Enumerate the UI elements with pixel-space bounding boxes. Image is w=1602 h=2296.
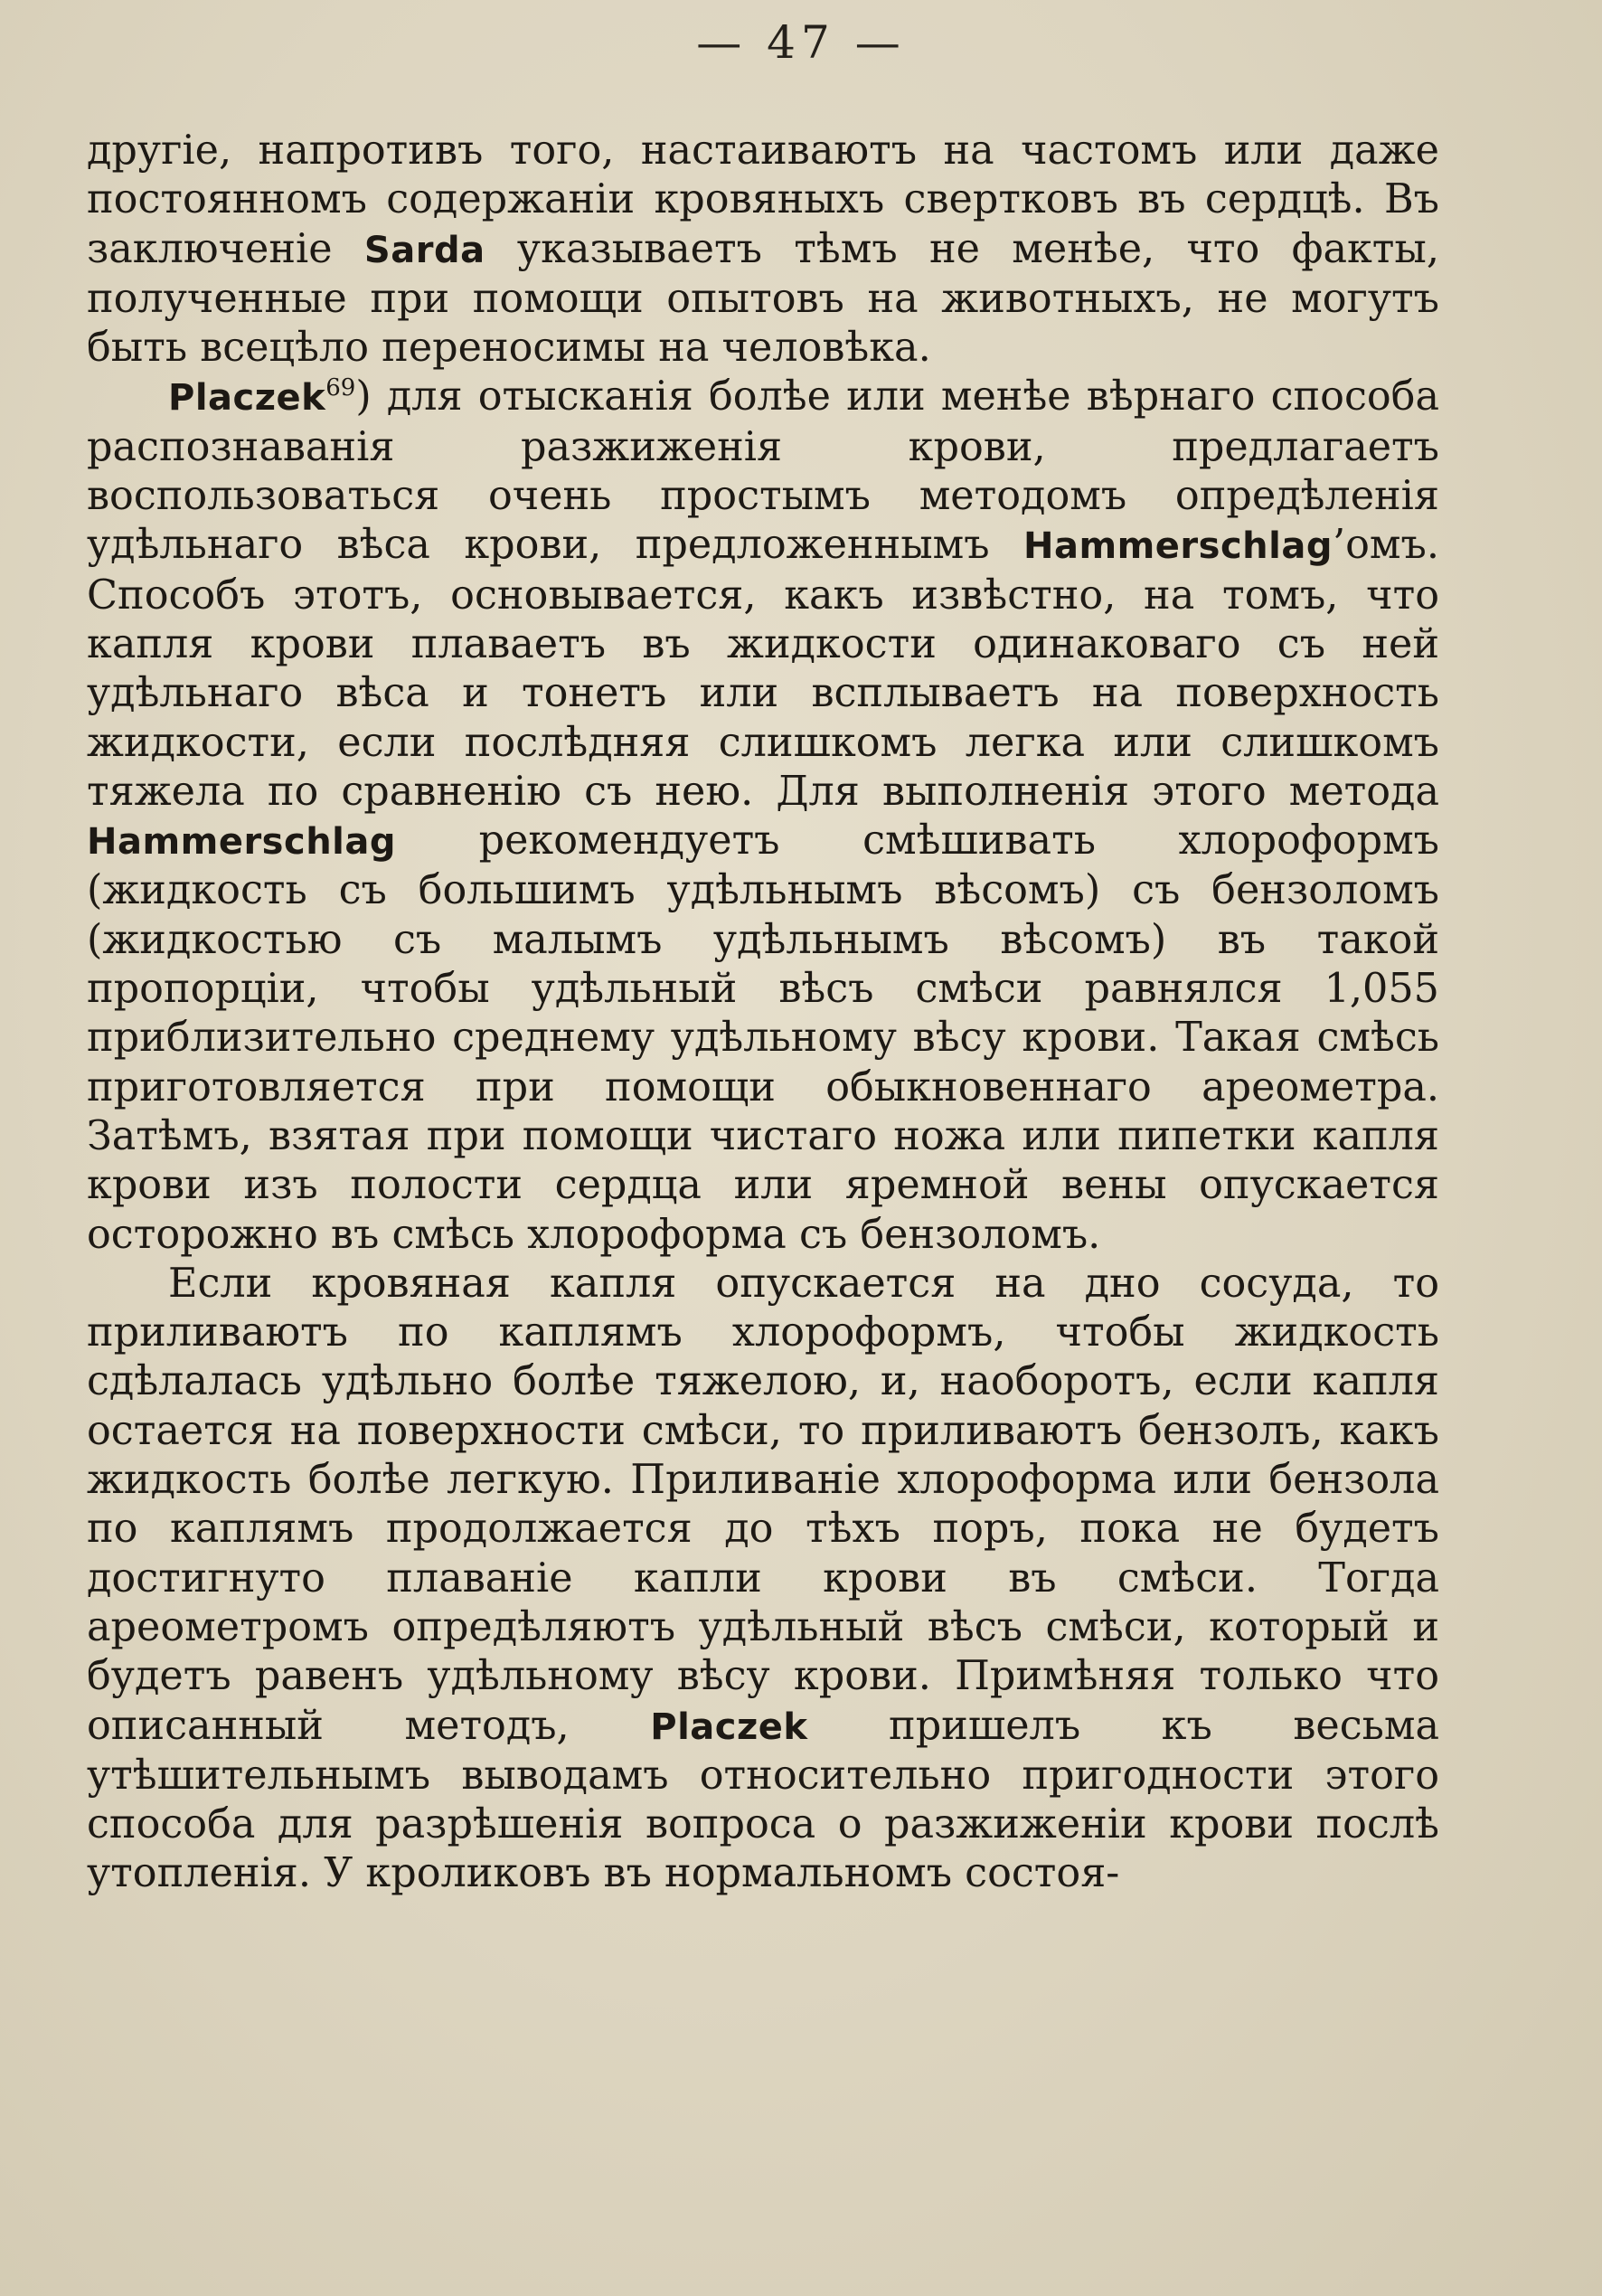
author-hammerschlag-2: Hammerschlag — [87, 821, 397, 864]
paragraph-2 — [87, 373, 1439, 1259]
paragraph-2-text-a: ) для отысканія болѣе или менѣе вѣрнаго способа распознаванія разжиженія крови, предлагаетъ воспользоваться очень простымъ методомъ опредѣленія удѣльнаго вѣса крови, предложеннымъ — [87, 373, 1439, 569]
author-placzek: Placzek — [168, 377, 326, 420]
paragraph-1-text-b: указываетъ тѣмъ не менѣе, что факты, полученные при помощи опытовъ на животныхъ, не могутъ быть всецѣло переносимы на человѣка. — [87, 225, 1439, 372]
paragraph-3-text-a: Если кровяная капля опускается на дно сосуда, то приливаютъ по каплямъ хлороформъ, чтобы жидкость сдѣлалась удѣльно болѣе тяжелою, и, наоборотъ, если капля остается на поверхности смѣси, то приливаютъ бензолъ, какъ жидкость болѣе легкую. Приливаніе хлороформа или бензола по каплямъ продолжается до тѣхъ поръ, пока не будетъ достигнуто плаваніе капли крови въ смѣси. Тогда ареометромъ опредѣляютъ удѣльный вѣсъ смѣси, который и будетъ равенъ удѣльному вѣсу крови. Примѣняя только что описанный методъ, — [87, 1260, 1439, 1749]
footnote-ref: 69 — [325, 374, 356, 402]
paragraph-2-text-c: рекомендуетъ смѣшивать хлороформъ (жидкость съ большимъ удѣльнымъ вѣсомъ) съ бензоломъ (жидкостью съ малымъ удѣльнымъ вѣсомъ) въ такой пропорціи, чтобы удѣльный вѣсъ смѣси равнялся 1,055 приблизительно среднему удѣльному вѣсу крови. Такая смѣсь приготовляется при помощи обыкновеннаго ареометра. Затѣмъ, взятая при помощи чистаго ножа или пипетки капля крови изъ полости сердца или яремной вены опускается осторожно въ смѣсь хлороформа съ бензоломъ. — [87, 817, 1439, 1258]
paragraph-3 — [87, 1260, 1439, 1899]
paragraph-2-text-b: ’омъ. Способъ этотъ, основывается, какъ извѣстно, на томъ, что капля крови плаваетъ въ жидкости одинаковаго съ ней удѣльнаго вѣса и тонетъ или всплываетъ на поверхность жидкости, если послѣдняя слишкомъ легка или слишкомъ тяжела по сравненію съ нею. Для выполненія этого метода — [87, 522, 1439, 815]
paragraph-1 — [87, 127, 1439, 373]
body-text — [87, 127, 1439, 1899]
paragraph-1-text-a: другіе, напротивъ того, настаиваютъ на частомъ или даже постоянномъ содержаніи кровяныхъ свертковъ въ сердцѣ. Въ заключеніе — [87, 128, 1439, 272]
page-number: — 47 — — [696, 16, 906, 69]
author-placzek-2: Placzek — [650, 1705, 808, 1748]
author-sarda: Sarda — [363, 229, 485, 271]
paragraph-3-text-b: пришелъ къ весьма утѣшительнымъ выводамъ относительно пригодности этого способа для разрѣшенія вопроса о разжиженіи крови послѣ утопленія. У кроликовъ въ нормальномъ состоя- — [87, 1702, 1439, 1897]
author-hammerschlag: Hammerschlag — [1022, 525, 1333, 568]
